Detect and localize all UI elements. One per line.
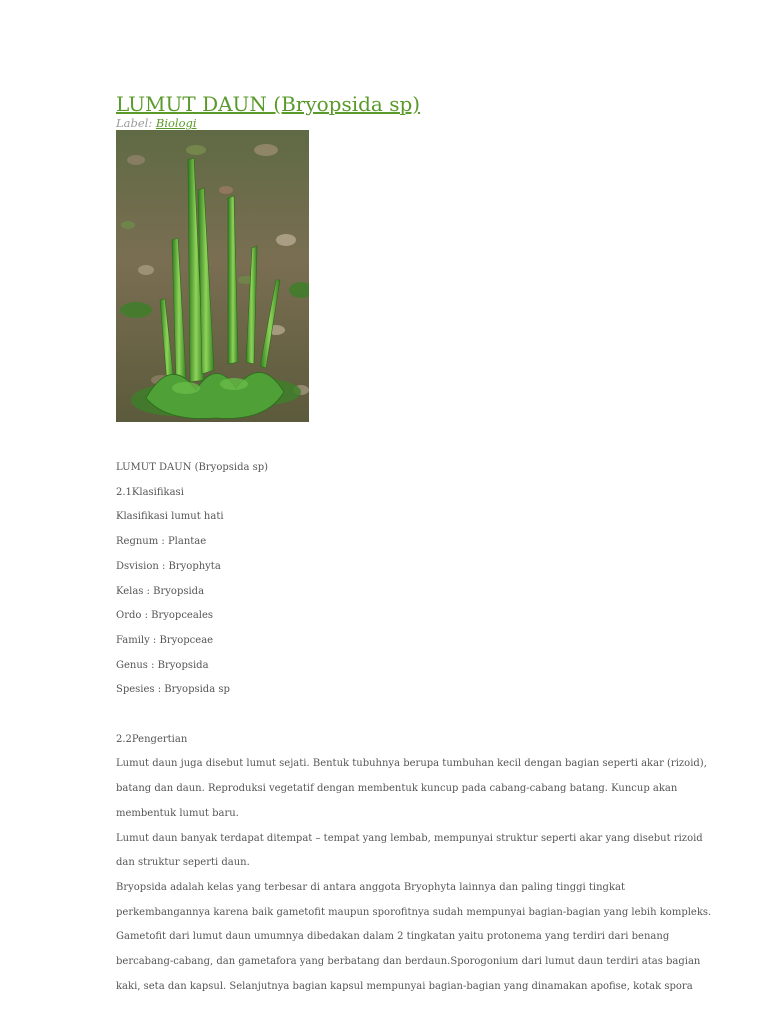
paragraph-line: batang dan daun. Reproduksi vegetatif dengan membentuk kuncup pada cabang-cabang batang. Kuncup akan bbox=[116, 783, 678, 795]
post-label bbox=[116, 116, 197, 130]
section-pengertian: 2.2Pengertian bbox=[116, 733, 188, 745]
paragraph-line: perkembangannya karena baik gametofit maupun sporofitnya sudah mempunyai bagian-bagian yang lebih kompleks. bbox=[116, 906, 712, 918]
post-body bbox=[116, 456, 712, 999]
classification-title: Klasifikasi lumut hati bbox=[116, 511, 224, 523]
classification-kelas: Kelas : Bryopsida bbox=[116, 585, 205, 597]
paragraph-line: bercabang-cabang, dan gametafora yang berbatang dan berdaun.Sporogonium dari lumut daun terdiri atas bagian bbox=[116, 956, 701, 968]
paragraph-line: Bryopsida adalah kelas yang terbesar di antara anggota Bryophyta lainnya dan paling tinggi tingkat bbox=[116, 881, 625, 893]
body-heading: LUMUT DAUN (Bryopsida sp) bbox=[116, 462, 269, 473]
paragraph-line: Gametofit dari lumut daun umumnya dibedakan dalam 2 tingkatan yaitu protonema yang terdiri dari benang bbox=[116, 931, 670, 943]
paragraph-line: kaki, seta dan kapsul. Selanjutnya bagian kapsul mempunyai bagian-bagian yang dinamakan apofise, kotak spora bbox=[116, 980, 693, 992]
classification-ordo: Ordo : Bryopceales bbox=[116, 610, 214, 622]
paragraph-line: membentuk lumut baru. bbox=[116, 807, 239, 819]
classification-division: Dsvision : Bryophyta bbox=[116, 560, 221, 572]
moss-photo bbox=[116, 130, 309, 422]
classification-spesies: Spesies : Bryopsida sp bbox=[116, 684, 230, 696]
post-title[interactable]: LUMUT DAUN (Bryopsida sp) bbox=[116, 92, 421, 116]
label-prefix: Label: bbox=[116, 116, 153, 130]
classification-family: Family : Bryopceae bbox=[116, 634, 214, 646]
paragraph-line: dan struktur seperti daun. bbox=[116, 857, 250, 869]
paragraph-line: Lumut daun banyak terdapat ditempat – tempat yang lembab, mempunyai struktur seperti akar yang disebut rizoid bbox=[116, 832, 703, 844]
label-link-biologi[interactable]: Biologi bbox=[155, 116, 197, 130]
section-klasifikasi: 2.1Klasifikasi bbox=[116, 486, 184, 498]
paragraph-line: Lumut daun juga disebut lumut sejati. Bentuk tubuhnya berupa tumbuhan kecil dengan bagian seperti akar (rizoid), bbox=[116, 758, 707, 770]
classification-genus: Genus : Bryopsida bbox=[116, 659, 209, 671]
classification-regnum: Regnum : Plantae bbox=[116, 536, 207, 548]
